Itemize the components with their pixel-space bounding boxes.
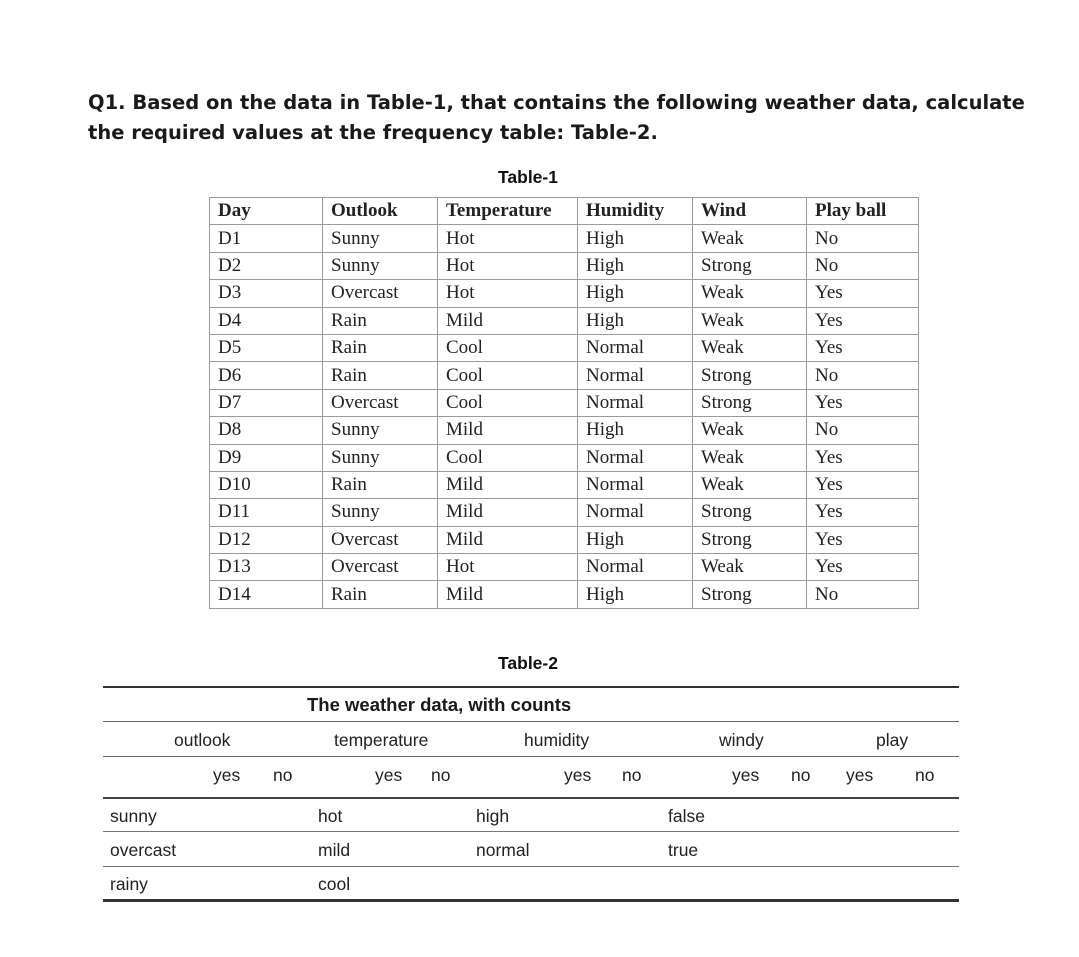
cell-outlook: Rain xyxy=(323,471,438,498)
header-play-ball: Play ball xyxy=(807,198,919,225)
humidity-yes-label: yes xyxy=(564,765,592,785)
cell-temperature: Mild xyxy=(438,526,578,553)
outlook-yes-label: yes xyxy=(213,765,241,785)
cell-day: D12 xyxy=(210,526,323,553)
table-row xyxy=(210,389,919,416)
cell-play-ball: Yes xyxy=(807,280,919,307)
table-row xyxy=(210,252,919,279)
cell-day: D3 xyxy=(210,280,323,307)
table1-caption: Table-1 xyxy=(498,167,558,187)
cell-play-ball: Yes xyxy=(807,499,919,526)
table1-header-row xyxy=(210,198,919,225)
cell-temperature: Cool xyxy=(438,362,578,389)
play-no-label: no xyxy=(915,765,935,785)
cell-day: D13 xyxy=(210,554,323,581)
cell-humidity: Normal xyxy=(578,389,693,416)
group-windy: windy xyxy=(719,730,764,750)
cell-day: D9 xyxy=(210,444,323,471)
cell-play-ball: Yes xyxy=(807,389,919,416)
cell-wind: Weak xyxy=(693,471,807,498)
cell-wind: Strong xyxy=(693,362,807,389)
cell-outlook: Rain xyxy=(323,581,438,608)
cell-outlook: Sunny xyxy=(323,417,438,444)
temperature-value-cool: cool xyxy=(318,874,351,894)
cell-wind: Weak xyxy=(693,554,807,581)
table-row xyxy=(210,225,919,252)
cell-play-ball: Yes xyxy=(807,471,919,498)
cell-temperature: Hot xyxy=(438,252,578,279)
cell-play-ball: No xyxy=(807,225,919,252)
cell-outlook: Sunny xyxy=(323,499,438,526)
cell-wind: Weak xyxy=(693,334,807,361)
cell-outlook: Rain xyxy=(323,307,438,334)
table-row xyxy=(210,471,919,498)
cell-humidity: High xyxy=(578,280,693,307)
header-day: Day xyxy=(210,198,323,225)
outlook-value-overcast: overcast xyxy=(110,840,177,860)
cell-humidity: Normal xyxy=(578,554,693,581)
weather-data-table xyxy=(209,197,919,609)
table-row xyxy=(210,307,919,334)
table-row xyxy=(210,334,919,361)
outlook-no-label: no xyxy=(273,765,293,785)
cell-humidity: High xyxy=(578,581,693,608)
table-row xyxy=(210,280,919,307)
cell-wind: Weak xyxy=(693,280,807,307)
question-text xyxy=(88,88,1038,148)
cell-play-ball: Yes xyxy=(807,444,919,471)
cell-temperature: Cool xyxy=(438,444,578,471)
rule-under-groups xyxy=(103,756,959,757)
temperature-yes-label: yes xyxy=(375,765,403,785)
cell-humidity: High xyxy=(578,417,693,444)
cell-wind: Weak xyxy=(693,417,807,444)
cell-outlook: Overcast xyxy=(323,389,438,416)
cell-humidity: High xyxy=(578,252,693,279)
rule-top xyxy=(103,686,959,688)
cell-wind: Weak xyxy=(693,444,807,471)
frequency-table-title: The weather data, with counts xyxy=(307,694,572,715)
header-wind: Wind xyxy=(693,198,807,225)
windy-no-label: no xyxy=(791,765,811,785)
cell-outlook: Rain xyxy=(323,362,438,389)
cell-play-ball: No xyxy=(807,581,919,608)
cell-temperature: Mild xyxy=(438,471,578,498)
play-yes-label: yes xyxy=(846,765,874,785)
cell-play-ball: No xyxy=(807,417,919,444)
cell-day: D1 xyxy=(210,225,323,252)
cell-day: D8 xyxy=(210,417,323,444)
cell-wind: Strong xyxy=(693,526,807,553)
cell-humidity: Normal xyxy=(578,471,693,498)
cell-wind: Strong xyxy=(693,252,807,279)
cell-outlook: Sunny xyxy=(323,444,438,471)
question-line-2: the required values at the frequency table: Table-2. xyxy=(88,121,658,144)
cell-wind: Strong xyxy=(693,581,807,608)
table-row xyxy=(210,554,919,581)
cell-humidity: Normal xyxy=(578,444,693,471)
cell-outlook: Overcast xyxy=(323,526,438,553)
humidity-value-normal: normal xyxy=(476,840,530,860)
cell-play-ball: Yes xyxy=(807,334,919,361)
cell-temperature: Hot xyxy=(438,554,578,581)
cell-wind: Weak xyxy=(693,225,807,252)
cell-play-ball: Yes xyxy=(807,554,919,581)
rule-bottom xyxy=(103,899,959,902)
cell-humidity: High xyxy=(578,307,693,334)
outlook-value-rainy: rainy xyxy=(110,874,148,894)
question-line-1: Q1. Based on the data in Table-1, that contains the following weather data, calculate xyxy=(88,91,1025,114)
cell-humidity: High xyxy=(578,526,693,553)
rule-under-title xyxy=(103,721,959,722)
windy-value-true: true xyxy=(668,840,699,860)
cell-play-ball: No xyxy=(807,362,919,389)
cell-temperature: Hot xyxy=(438,280,578,307)
header-outlook: Outlook xyxy=(323,198,438,225)
humidity-value-high: high xyxy=(476,806,510,826)
cell-wind: Strong xyxy=(693,389,807,416)
outlook-value-sunny: sunny xyxy=(110,806,157,826)
cell-temperature: Cool xyxy=(438,389,578,416)
group-play: play xyxy=(876,730,909,750)
table-row xyxy=(210,444,919,471)
cell-humidity: High xyxy=(578,225,693,252)
cell-wind: Weak xyxy=(693,307,807,334)
header-temperature: Temperature xyxy=(438,198,578,225)
cell-temperature: Hot xyxy=(438,225,578,252)
windy-yes-label: yes xyxy=(732,765,760,785)
cell-temperature: Mild xyxy=(438,307,578,334)
cell-day: D4 xyxy=(210,307,323,334)
table2-caption: Table-2 xyxy=(498,653,558,673)
cell-temperature: Cool xyxy=(438,334,578,361)
table-row xyxy=(210,499,919,526)
header-humidity: Humidity xyxy=(578,198,693,225)
rule-row-2 xyxy=(103,866,959,867)
cell-day: D2 xyxy=(210,252,323,279)
group-temperature: temperature xyxy=(334,730,429,750)
cell-temperature: Mild xyxy=(438,581,578,608)
windy-value-false: false xyxy=(668,806,705,826)
rule-under-subheader xyxy=(103,797,959,799)
cell-temperature: Mild xyxy=(438,417,578,444)
cell-humidity: Normal xyxy=(578,362,693,389)
cell-play-ball: No xyxy=(807,252,919,279)
table-row xyxy=(210,417,919,444)
cell-wind: Strong xyxy=(693,499,807,526)
cell-day: D14 xyxy=(210,581,323,608)
rule-row-1 xyxy=(103,831,959,832)
cell-day: D11 xyxy=(210,499,323,526)
cell-temperature: Mild xyxy=(438,499,578,526)
cell-day: D5 xyxy=(210,334,323,361)
temperature-value-mild: mild xyxy=(318,840,351,860)
cell-outlook: Rain xyxy=(323,334,438,361)
cell-day: D7 xyxy=(210,389,323,416)
cell-outlook: Overcast xyxy=(323,554,438,581)
group-humidity: humidity xyxy=(524,730,590,750)
humidity-no-label: no xyxy=(622,765,642,785)
cell-day: D10 xyxy=(210,471,323,498)
cell-play-ball: Yes xyxy=(807,307,919,334)
cell-play-ball: Yes xyxy=(807,526,919,553)
frequency-table xyxy=(103,686,959,902)
table-row xyxy=(210,362,919,389)
temperature-no-label: no xyxy=(431,765,451,785)
table-row xyxy=(210,581,919,608)
cell-humidity: Normal xyxy=(578,499,693,526)
cell-outlook: Sunny xyxy=(323,252,438,279)
group-outlook: outlook xyxy=(174,730,231,750)
table-row xyxy=(210,526,919,553)
cell-day: D6 xyxy=(210,362,323,389)
cell-outlook: Sunny xyxy=(323,225,438,252)
temperature-value-hot: hot xyxy=(318,806,343,826)
cell-humidity: Normal xyxy=(578,334,693,361)
cell-outlook: Overcast xyxy=(323,280,438,307)
